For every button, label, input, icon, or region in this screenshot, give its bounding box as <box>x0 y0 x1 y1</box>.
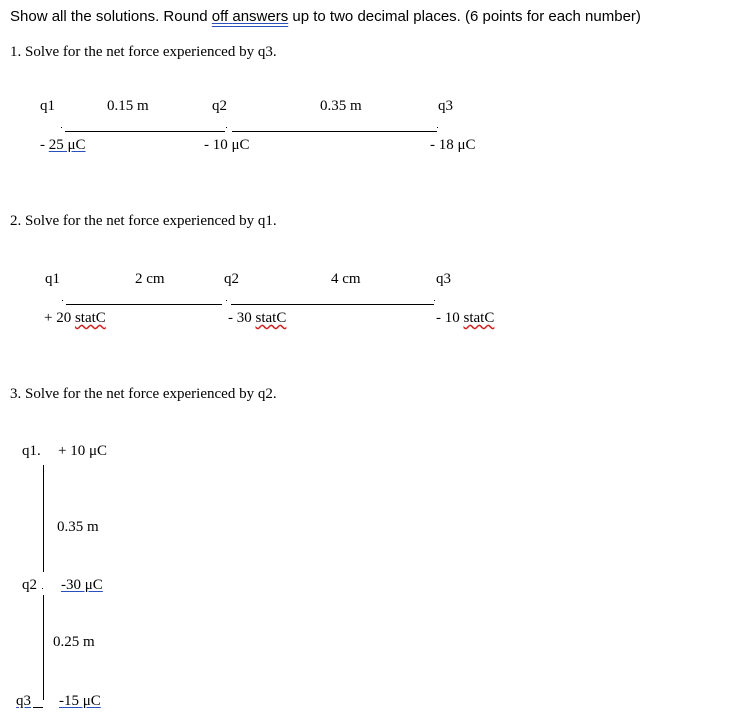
problem2-q1-label: q1 <box>45 271 60 287</box>
instructions-line <box>10 8 641 25</box>
problem3-q2-label: q2 <box>22 577 37 593</box>
problem1-q2-label: q2 <box>212 98 227 114</box>
problem2-q2-unit: statC <box>255 310 287 326</box>
problem1-line-23 <box>232 131 437 132</box>
instructions-tail: up to two decimal places. (6 points for each number) <box>288 8 641 25</box>
problem3-q2-dot <box>42 588 43 589</box>
problem2-q2-label: q2 <box>224 271 239 287</box>
problem2-line-12 <box>66 304 222 305</box>
problem1-q3-dot <box>437 127 438 128</box>
problem2-q3-unit: statC <box>463 310 495 326</box>
problem2-q3-prefix: - 10 <box>436 310 464 326</box>
problem3-q3-charge: -15 μC <box>59 693 101 709</box>
problem2-line-23 <box>231 304 434 305</box>
problem1-q2-charge: - 10 μC <box>204 137 250 153</box>
problem2-d12: 2 cm <box>135 271 165 287</box>
instructions-answers-text: answers <box>232 8 289 25</box>
problem3-line-23 <box>43 595 44 700</box>
problem1-d12: 0.15 m <box>107 98 149 114</box>
problem1-title: 1. Solve for the net force experienced by q3. <box>10 44 277 60</box>
problem2-q2-prefix: - 30 <box>228 310 256 326</box>
problem3-q1-charge: + 10 μC <box>58 443 108 459</box>
problem1-q2-dot <box>226 127 227 128</box>
problem3-q3-label: q3 <box>16 693 31 709</box>
problem2-q1-charge <box>44 310 106 327</box>
problem1-q1-label: q1 <box>40 98 55 114</box>
problem2-q3-charge <box>436 310 494 327</box>
problem3-q3-mark <box>33 707 43 708</box>
problem1-q1-dot <box>61 127 62 128</box>
problem1-d23: 0.35 m <box>320 98 362 114</box>
problem2-q2-charge <box>228 310 286 327</box>
problem2-q1-unit: statC <box>74 310 106 326</box>
problem2-q1-dot <box>62 300 63 301</box>
problem3-title: 3. Solve for the net force experienced by q2. <box>10 386 277 402</box>
problem3-q2-charge: -30 μC <box>61 577 103 593</box>
problem2-title: 2. Solve for the net force experienced by q1. <box>10 213 277 229</box>
problem1-q3-label: q3 <box>438 98 453 114</box>
instructions-lead: Show all the solutions. Round <box>10 8 212 25</box>
problem3-line-12 <box>43 465 44 572</box>
problem2-q2-dot <box>226 300 227 301</box>
problem2-q3-dot <box>434 300 435 301</box>
problem1-q1-value: 25 μC <box>48 137 86 153</box>
instructions-off-word <box>212 8 288 25</box>
problem3-q1-label: q1. <box>22 443 41 459</box>
problem1-q3-charge: - 18 μC <box>430 137 476 153</box>
problem1-q1-charge <box>40 137 86 154</box>
problem2-q3-label: q3 <box>436 271 451 287</box>
problem2-q1-prefix: + 20 <box>44 310 75 326</box>
problem3-d12: 0.35 m <box>57 519 99 535</box>
problem1-q1-sign: - <box>40 137 49 153</box>
instructions-off-text: off <box>211 8 229 25</box>
problem1-line-12 <box>65 131 225 132</box>
problem3-d23: 0.25 m <box>53 634 95 650</box>
problem2-d23: 4 cm <box>331 271 361 287</box>
